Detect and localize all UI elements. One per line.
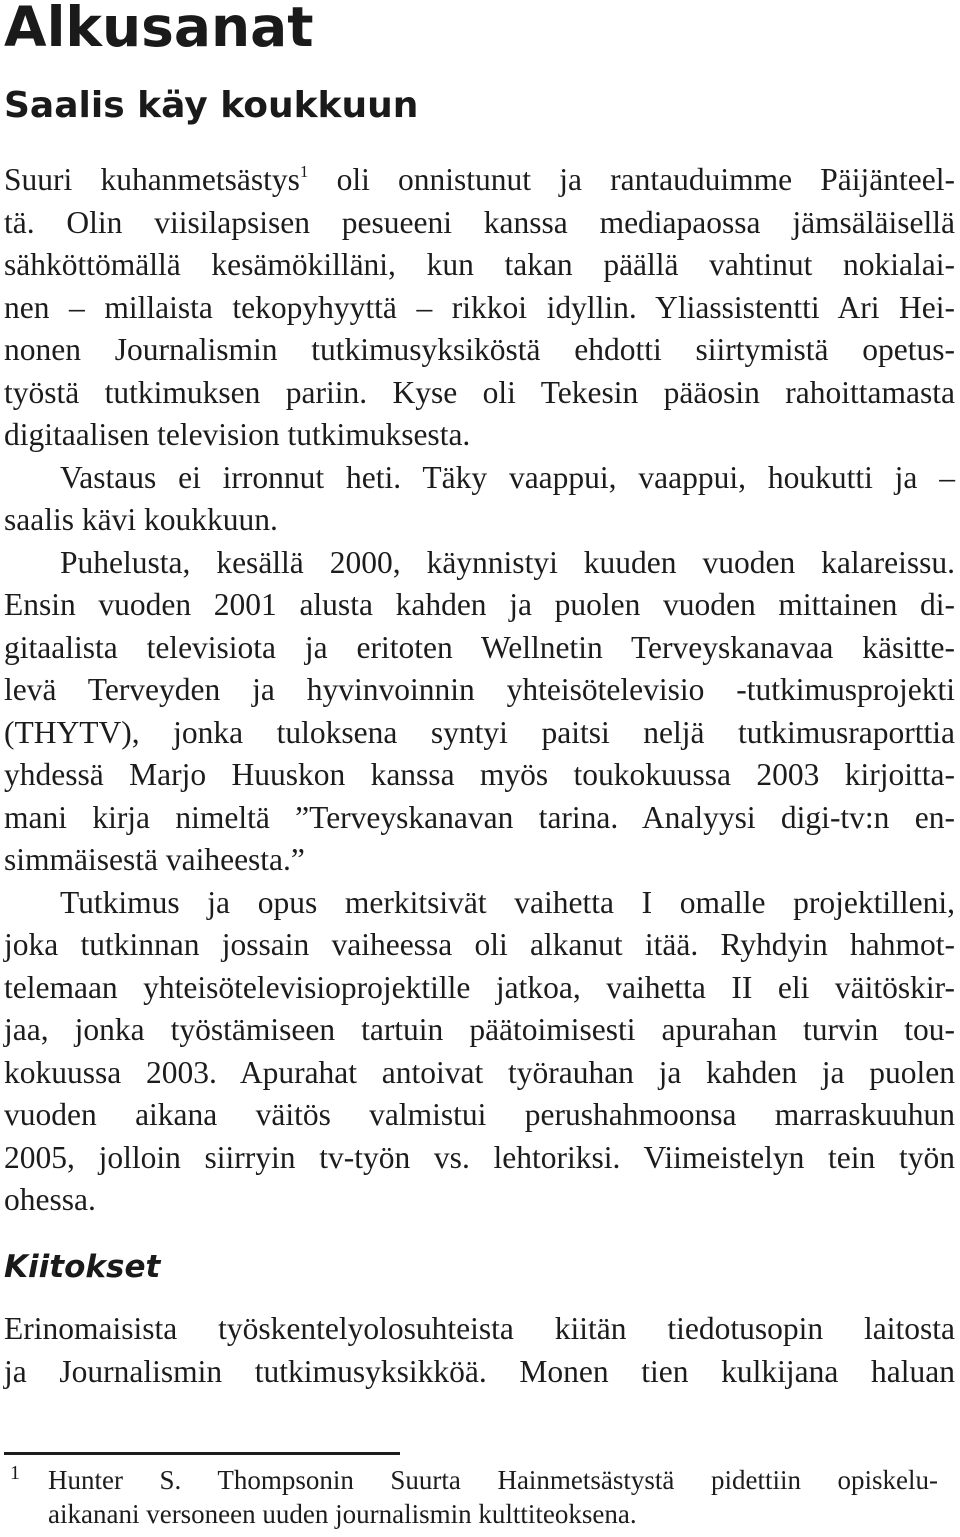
text-line: mani kirja nimeltä ”Terveyskanavan tarina. Analyysi digi-tv:n en-	[4, 799, 955, 835]
text-line: nen – millaista tekopyhyyttä – rikkoi idyllin. Yliassistentti Ari Hei-	[4, 289, 955, 325]
text-line: tä. Olin viisilapsisen pesueeni kanssa mediapaossa jämsäläisellä	[4, 204, 955, 240]
text-line: aikanani versoneen uuden journalismin kulttiteoksena.	[48, 1499, 637, 1529]
text-line: joka tutkinnan jossain vaiheessa oli alkanut itää. Ryhdyin hahmot-	[4, 927, 955, 962]
text-line: Erinomaisista työskentelyolosuhteista kiitän tiedotusopin laitosta	[4, 1311, 955, 1346]
text-line: gitaalista televisiota ja eritoten Wellnetin Terveyskanavaa käsitte-	[4, 629, 955, 665]
text-line: Tutkimus ja opus merkitsivät vaihetta I omalle projektilleni,	[60, 884, 955, 920]
body-text-acknowledgements	[4, 1308, 955, 1393]
text-line: työstä tutkimuksen pariin. Kyse oli Tekesin pääosin rahoittamasta	[4, 374, 955, 410]
footnote-reference: 1	[299, 162, 309, 181]
chapter-title: Alkusanat	[4, 0, 314, 59]
text-line: telemaan yhteisötelevisioprojektille jatkoa, vaihetta II eli väitöskir-	[4, 969, 955, 1005]
text-line: yhdessä Marjo Huuskon kanssa myös toukokuussa 2003 kirjoitta-	[4, 757, 955, 792]
text-line: sähköttömällä kesämökilläni, kun takan päällä vahtinut nokialai-	[4, 247, 955, 282]
acknowledgements-heading: Kiitokset	[4, 1249, 161, 1285]
footnote-number: 1	[10, 1462, 20, 1484]
text-line: ohessa.	[4, 1182, 96, 1217]
text-line: levä Terveyden ja hyvinvoinnin yhteisötelevisio -tutkimusprojekti	[4, 672, 955, 707]
text-line: Ensin vuoden 2001 alusta kahden ja puolen vuoden mittainen di-	[4, 587, 955, 622]
text-line: digitaalisen television tutkimuksesta.	[4, 417, 471, 452]
footnote-text	[48, 1463, 938, 1531]
body-text-main	[4, 159, 955, 1222]
text-line: kokuussa 2003. Apurahat antoivat työrauhan ja kahden ja puolen	[4, 1054, 955, 1090]
text-line: simmäisestä vaiheesta.”	[4, 842, 305, 877]
text-line: Puhelusta, kesällä 2000, käynnistyi kuuden vuoden kalareissu.	[60, 544, 955, 580]
section-title: Saalis käy koukkuun	[4, 85, 419, 126]
text-line: ja Journalismin tutkimusyksikköä. Monen tien kulkijana haluan	[4, 1353, 955, 1389]
text-line: Suuri kuhanmetsästys$^1$ oli onnistunut ja rantauduimme Päijänteel-	[4, 162, 955, 197]
text-line: (THYTV), jonka tuloksena syntyi paitsi neljä tutkimusraporttia	[4, 714, 955, 750]
text-line: saalis kävi koukkuun.	[4, 502, 278, 537]
text-line: Hunter S. Thompsonin Suurta Hainmetsästystä pidettiin opiskelu-	[48, 1465, 938, 1495]
text-line: 2005, jolloin siirryin tv-työn vs. lehtoriksi. Viimeistelyn tein työn	[4, 1139, 955, 1175]
text-line: jaa, jonka työstämiseen tartuin päätoimisesti apurahan turvin tou-	[4, 1012, 955, 1047]
text-line: Vastaus ei irronnut heti. Täky vaappui, vaappui, houkutti ja –	[60, 459, 955, 495]
footnote-divider	[4, 1452, 400, 1455]
text-line: vuoden aikana väitös valmistui perushahmoonsa marraskuuhun	[4, 1097, 955, 1132]
text-line: nonen Journalismin tutkimusyksiköstä ehdotti siirtymistä opetus-	[4, 332, 955, 367]
